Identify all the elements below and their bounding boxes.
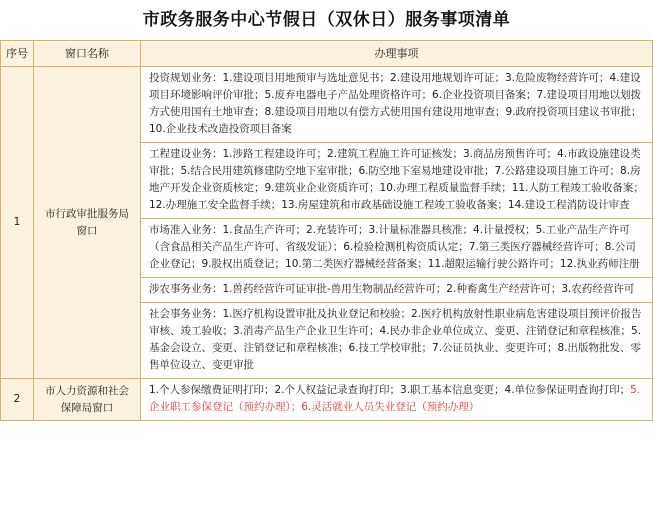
row-window-name: 市行政审批服务局窗口: [34, 67, 141, 379]
header-window: 窗口名称: [34, 41, 141, 67]
row-seq: 1: [1, 67, 34, 379]
business-block-market: 市场准入业务：1.食品生产许可；2.充装许可；3.计量标准器具核准；4.计量授权；5.工业产品生产许可（含食品相关产品生产许可、省级发证）；6.检验检测机构资质认定；7.第三类医疗器械经营许可；8.公司企业登记；9.股权出质登记；10.第二类医疗器械经营备案；11.超限运输行驶公路许可；12.执业药师注册: [141, 219, 653, 278]
table-row: [1, 67, 653, 143]
service-table: [0, 40, 653, 421]
business-block-social: 社会事务业务：1.医疗机构设置审批及执业登记和校验；2.医疗机构放射性职业病危害建设项目预评价报告审核、竣工验收；3.消毒产品生产企业卫生许可；4.民办非企业单位成立、变更、注销登记和章程核准；5.基金会设立、变更、注销登记和章程核准；6.技工学校审批；7.公证员执业、变更许可；8.出版物批发、零售单位设立、变更审批: [141, 303, 653, 379]
business-block-investment: 投资规划业务：1.建设项目用地预审与选址意见书；2.建设用地规划许可证；3.危险废物经营许可；4.建设项目环境影响评价审批；5.废弃电器电子产品处理资格许可；6.企业投资项目备案；7.建设项目用地以划拨方式使用国有土地审查；8.建设项目用地以有偿方式使用国有建设用地审查；9.政府投资项目建议书审批；10.企业技术改造投资项目备案: [141, 67, 653, 143]
header-items: 办理事项: [141, 41, 653, 67]
hr-services-text: 1.个人参保缴费证明打印；2.个人权益记录查询打印；3.职工基本信息变更；4.单位参保证明查询打印；: [149, 384, 631, 396]
business-block-agriculture: 涉农事务业务：1.兽药经营许可证审批-兽用生物制品经营许可；2.种畜禽生产经营许可；3.农药经营许可: [141, 278, 653, 303]
header-seq: 序号: [1, 41, 34, 67]
table-row: [1, 379, 653, 421]
row-window-name: 市人力资源和社会保障局窗口: [34, 379, 141, 421]
table-header-row: [1, 41, 653, 67]
hr-services-appointment-text: 5.企业职工参保登记（预约办理）；6.灵活就业人员失业登记（预约办理）: [149, 384, 641, 413]
row-seq: 2: [1, 379, 34, 421]
hr-services-cell: [141, 379, 653, 421]
business-block-construction: 工程建设业务：1.涉路工程建设许可；2.建筑工程施工许可证核发；3.商品房预售许可；4.市政设施建设类审批；5.结合民用建筑修建防空地下室审批；6.防空地下室易地建设审批；7.公路建设项目施工许可；8.房地产开发企业资质核定；9.建筑业企业资质许可；10.办理工程质量监督手续；11.人防工程竣工验收备案；12.办理施工安全监督手续；13.房屋建筑和市政基础设施工程竣工验收备案；14.建设工程消防设计审查: [141, 143, 653, 219]
page-title: 市政务服务中心节假日（双休日）服务事项清单: [142, 10, 511, 30]
